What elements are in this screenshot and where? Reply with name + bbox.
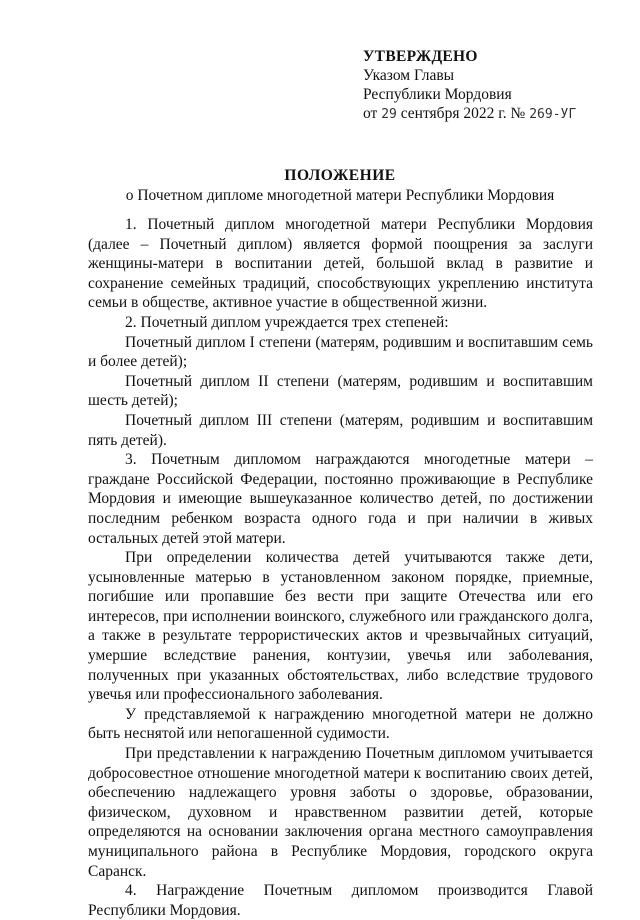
- approval-line-republic: Республики Мордовия: [363, 86, 512, 103]
- approval-date-rest: сентября 2022 г. №: [400, 105, 526, 122]
- paragraph-4: 4. Награждение Почетным дипломом производится Главой Республики Мордовия.: [88, 882, 593, 919]
- approval-date-line: [363, 104, 623, 124]
- paragraph-degree-2: Почетный диплом II степени (матерям, родившим и воспитавшим шесть детей);: [88, 372, 593, 410]
- approval-day: 29: [381, 107, 397, 122]
- paragraph-criminal-record: У представляемой к награждению многодетной матери не должно быть неснятой или непогашенной судимости.: [88, 705, 593, 743]
- approval-stamp: [363, 47, 623, 124]
- approval-number: 269-УГ: [529, 107, 577, 122]
- paragraph-upbringing: При представлении к награждению Почетным дипломом учитывается добросовестное отношение многодетной матери к воспитанию своих детей, обеспечению надлежащего уровня заботы о здоровье, образовании, физическом, духовном и нравственном развитии детей, которые определяются на основании заключения органа местного самоуправления муниципального района в Республике Мордовия, городского округа Саранск.: [88, 745, 593, 880]
- paragraph-2: 2. Почетный диплом учреждается трех степеней:: [125, 313, 449, 331]
- approval-date-prefix: от: [363, 105, 378, 122]
- paragraph-1: 1. Почетный диплом многодетной матери Республики Мордовия (далее – Почетный диплом) является формой поощрения за заслуги женщины-матери в воспитании детей, большой вклад в развитие и сохранение семейных традиций, способствующих укреплению института семьи в обществе, активное участие в общественной жизни.: [88, 216, 593, 312]
- paragraph-degree-1: Почетный диплом I степени (матерям, родившим и воспитавшим семь и более детей);: [88, 333, 593, 371]
- approval-heading: УТВЕРЖДЕНО: [363, 48, 478, 65]
- document-title: ПОЛОЖЕНИЕ: [284, 167, 396, 184]
- document-body: [88, 215, 593, 920]
- paragraph-degree-3: Почетный диплом III степени (матерям, родившим и воспитавшим пять детей).: [88, 411, 593, 449]
- document-title-block: [88, 166, 592, 206]
- approval-line-decree: Указом Главы: [363, 67, 455, 84]
- document-subtitle: о Почетном дипломе многодетной матери Республики Мордовия: [125, 187, 555, 204]
- paragraph-children-count: При определении количества детей учитываются также дети, усыновленные матерью в установленном законом порядке, приемные, погибшие или пропавшие без вести при защите Отечества или его интересов, при исполнении воинского, служебного или гражданского долга, а также в результате террористических актов и чрезвычайных ситуаций, умершие вследствие ранения, контузии, увечья или заболевания, полученных при указанных обстоятельствах, либо вследствие трудового увечья или профессионального заболевания.: [88, 549, 593, 704]
- paragraph-3: 3. Почетным дипломом награждаются многодетные матери – граждане Российской Федерации, постоянно проживающие в Республике Мордовия и имеющие вышеуказанное количество детей, по достижении последним ребенком возраста одного года и при наличии в живых остальных детей этой матери.: [88, 451, 593, 547]
